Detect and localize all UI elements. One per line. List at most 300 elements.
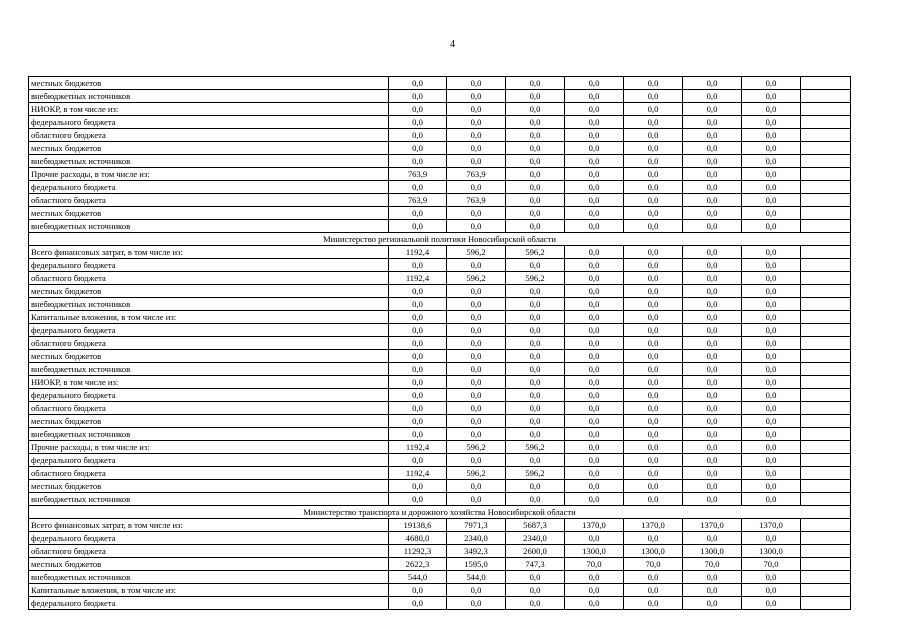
value-cell: 0,0 xyxy=(683,155,742,168)
value-cell: 0,0 xyxy=(447,324,506,337)
value-cell: 0,0 xyxy=(506,77,565,90)
empty-cell xyxy=(801,597,851,610)
value-cell: 0,0 xyxy=(565,311,624,324)
row-label: внебюджетных источников xyxy=(29,428,389,441)
value-cell: 1300,0 xyxy=(683,545,742,558)
value-cell: 0,0 xyxy=(683,415,742,428)
row-label: областного бюджета xyxy=(29,402,389,415)
value-cell: 0,0 xyxy=(389,597,447,610)
value-cell: 0,0 xyxy=(565,116,624,129)
value-cell: 0,0 xyxy=(447,142,506,155)
value-cell: 0,0 xyxy=(683,350,742,363)
value-cell: 0,0 xyxy=(506,220,565,233)
value-cell: 2340,0 xyxy=(447,532,506,545)
value-cell: 0,0 xyxy=(683,402,742,415)
value-cell: 0,0 xyxy=(447,428,506,441)
table-row xyxy=(29,207,851,220)
value-cell: 0,0 xyxy=(506,324,565,337)
value-cell: 0,0 xyxy=(565,259,624,272)
value-cell: 0,0 xyxy=(683,129,742,142)
value-cell: 0,0 xyxy=(624,363,683,376)
value-cell: 0,0 xyxy=(389,155,447,168)
value-cell: 0,0 xyxy=(506,428,565,441)
value-cell: 0,0 xyxy=(447,597,506,610)
value-cell: 0,0 xyxy=(624,376,683,389)
value-cell: 0,0 xyxy=(447,181,506,194)
value-cell: 0,0 xyxy=(624,402,683,415)
value-cell: 0,0 xyxy=(565,298,624,311)
empty-cell xyxy=(801,246,851,259)
value-cell: 4680,0 xyxy=(389,532,447,545)
value-cell: 0,0 xyxy=(742,454,801,467)
value-cell: 0,0 xyxy=(506,129,565,142)
value-cell: 0,0 xyxy=(565,285,624,298)
table-row xyxy=(29,181,851,194)
value-cell: 596,2 xyxy=(506,246,565,259)
row-label: областного бюджета xyxy=(29,337,389,350)
table-row xyxy=(29,571,851,584)
value-cell: 0,0 xyxy=(565,142,624,155)
value-cell: 0,0 xyxy=(742,155,801,168)
empty-cell xyxy=(801,103,851,116)
budget-table xyxy=(28,76,851,610)
value-cell: 1192,4 xyxy=(389,246,447,259)
value-cell: 0,0 xyxy=(624,428,683,441)
empty-cell xyxy=(801,558,851,571)
empty-cell xyxy=(801,571,851,584)
empty-cell xyxy=(801,545,851,558)
value-cell: 0,0 xyxy=(565,467,624,480)
value-cell: 0,0 xyxy=(389,389,447,402)
value-cell: 0,0 xyxy=(624,298,683,311)
value-cell: 596,2 xyxy=(447,246,506,259)
value-cell: 0,0 xyxy=(447,337,506,350)
value-cell: 0,0 xyxy=(624,168,683,181)
value-cell: 0,0 xyxy=(389,220,447,233)
empty-cell xyxy=(801,259,851,272)
value-cell: 0,0 xyxy=(447,402,506,415)
empty-cell xyxy=(801,415,851,428)
value-cell: 0,0 xyxy=(565,454,624,467)
value-cell: 0,0 xyxy=(565,571,624,584)
value-cell: 0,0 xyxy=(389,298,447,311)
value-cell: 0,0 xyxy=(389,363,447,376)
table-row xyxy=(29,103,851,116)
row-label: федерального бюджета xyxy=(29,597,389,610)
value-cell: 0,0 xyxy=(389,350,447,363)
value-cell: 1370,0 xyxy=(624,519,683,532)
row-label: НИОКР, в том числе из: xyxy=(29,376,389,389)
value-cell: 763,9 xyxy=(447,168,506,181)
value-cell: 0,0 xyxy=(389,116,447,129)
value-cell: 0,0 xyxy=(624,480,683,493)
section-title: Министерство транспорта и дорожного хозяйства Новосибирской области xyxy=(29,506,851,519)
value-cell: 0,0 xyxy=(447,584,506,597)
value-cell: 596,2 xyxy=(447,467,506,480)
value-cell: 0,0 xyxy=(683,389,742,402)
value-cell: 0,0 xyxy=(624,415,683,428)
row-label: федерального бюджета xyxy=(29,532,389,545)
table-row xyxy=(29,259,851,272)
value-cell: 0,0 xyxy=(683,467,742,480)
table-row xyxy=(29,311,851,324)
value-cell: 0,0 xyxy=(624,181,683,194)
value-cell: 0,0 xyxy=(565,155,624,168)
value-cell: 0,0 xyxy=(624,597,683,610)
value-cell: 1300,0 xyxy=(742,545,801,558)
row-label: внебюджетных источников xyxy=(29,298,389,311)
empty-cell xyxy=(801,207,851,220)
table-row xyxy=(29,116,851,129)
value-cell: 1370,0 xyxy=(742,519,801,532)
table-row xyxy=(29,376,851,389)
value-cell: 0,0 xyxy=(565,90,624,103)
table-row xyxy=(29,402,851,415)
value-cell: 0,0 xyxy=(742,389,801,402)
empty-cell xyxy=(801,285,851,298)
empty-cell xyxy=(801,311,851,324)
value-cell: 0,0 xyxy=(624,103,683,116)
table-row xyxy=(29,90,851,103)
value-cell: 1300,0 xyxy=(624,545,683,558)
value-cell: 0,0 xyxy=(506,285,565,298)
table-row xyxy=(29,298,851,311)
table-row xyxy=(29,428,851,441)
value-cell: 0,0 xyxy=(389,337,447,350)
empty-cell xyxy=(801,454,851,467)
value-cell: 0,0 xyxy=(565,246,624,259)
row-label: Всего финансовых затрат, в том числе из: xyxy=(29,246,389,259)
value-cell: 0,0 xyxy=(624,116,683,129)
value-cell: 0,0 xyxy=(683,168,742,181)
value-cell: 0,0 xyxy=(683,493,742,506)
empty-cell xyxy=(801,129,851,142)
value-cell: 0,0 xyxy=(683,298,742,311)
value-cell: 0,0 xyxy=(506,168,565,181)
value-cell: 0,0 xyxy=(742,402,801,415)
row-label: федерального бюджета xyxy=(29,116,389,129)
value-cell: 0,0 xyxy=(447,77,506,90)
value-cell: 0,0 xyxy=(565,402,624,415)
table-row xyxy=(29,467,851,480)
value-cell: 0,0 xyxy=(389,90,447,103)
row-label: федерального бюджета xyxy=(29,389,389,402)
value-cell: 0,0 xyxy=(624,142,683,155)
value-cell: 0,0 xyxy=(742,350,801,363)
value-cell: 0,0 xyxy=(624,467,683,480)
value-cell: 0,0 xyxy=(624,454,683,467)
table-row xyxy=(29,558,851,571)
value-cell: 0,0 xyxy=(565,428,624,441)
value-cell: 0,0 xyxy=(506,415,565,428)
value-cell: 0,0 xyxy=(683,311,742,324)
value-cell: 0,0 xyxy=(565,103,624,116)
value-cell: 0,0 xyxy=(565,350,624,363)
value-cell: 0,0 xyxy=(683,77,742,90)
value-cell: 5687,3 xyxy=(506,519,565,532)
section-header-row xyxy=(29,233,851,246)
value-cell: 0,0 xyxy=(565,376,624,389)
row-label: областного бюджета xyxy=(29,272,389,285)
value-cell: 0,0 xyxy=(447,415,506,428)
value-cell: 0,0 xyxy=(506,480,565,493)
value-cell: 0,0 xyxy=(683,324,742,337)
value-cell: 763,9 xyxy=(389,168,447,181)
table-row xyxy=(29,519,851,532)
value-cell: 0,0 xyxy=(683,363,742,376)
section-title: Министерство региональной политики Новосибирской области xyxy=(29,233,851,246)
value-cell: 0,0 xyxy=(389,142,447,155)
value-cell: 0,0 xyxy=(742,337,801,350)
row-label: областного бюджета xyxy=(29,545,389,558)
value-cell: 0,0 xyxy=(506,155,565,168)
value-cell: 0,0 xyxy=(389,454,447,467)
value-cell: 0,0 xyxy=(683,259,742,272)
value-cell: 0,0 xyxy=(506,337,565,350)
value-cell: 0,0 xyxy=(742,220,801,233)
table-row xyxy=(29,363,851,376)
empty-cell xyxy=(801,402,851,415)
value-cell: 0,0 xyxy=(447,389,506,402)
value-cell: 0,0 xyxy=(624,441,683,454)
value-cell: 70,0 xyxy=(624,558,683,571)
value-cell: 0,0 xyxy=(565,220,624,233)
value-cell: 0,0 xyxy=(389,376,447,389)
table-row xyxy=(29,246,851,259)
value-cell: 3492,3 xyxy=(447,545,506,558)
value-cell: 747,3 xyxy=(506,558,565,571)
empty-cell xyxy=(801,428,851,441)
empty-cell xyxy=(801,363,851,376)
value-cell: 0,0 xyxy=(506,181,565,194)
empty-cell xyxy=(801,467,851,480)
value-cell: 1595,0 xyxy=(447,558,506,571)
empty-cell xyxy=(801,181,851,194)
value-cell: 0,0 xyxy=(683,480,742,493)
row-label: местных бюджетов xyxy=(29,415,389,428)
value-cell: 0,0 xyxy=(742,311,801,324)
value-cell: 596,2 xyxy=(506,441,565,454)
value-cell: 0,0 xyxy=(389,324,447,337)
table-row xyxy=(29,389,851,402)
value-cell: 0,0 xyxy=(624,532,683,545)
table-row xyxy=(29,584,851,597)
value-cell: 0,0 xyxy=(624,246,683,259)
value-cell: 0,0 xyxy=(742,324,801,337)
value-cell: 0,0 xyxy=(742,571,801,584)
value-cell: 0,0 xyxy=(389,480,447,493)
value-cell: 0,0 xyxy=(742,116,801,129)
table-row xyxy=(29,493,851,506)
empty-cell xyxy=(801,194,851,207)
value-cell: 0,0 xyxy=(447,298,506,311)
value-cell: 0,0 xyxy=(683,428,742,441)
value-cell: 0,0 xyxy=(389,493,447,506)
value-cell: 0,0 xyxy=(506,116,565,129)
value-cell: 0,0 xyxy=(742,272,801,285)
value-cell: 0,0 xyxy=(624,155,683,168)
value-cell: 0,0 xyxy=(683,337,742,350)
value-cell: 0,0 xyxy=(389,181,447,194)
table-row xyxy=(29,337,851,350)
table-row xyxy=(29,454,851,467)
value-cell: 0,0 xyxy=(683,90,742,103)
value-cell: 0,0 xyxy=(565,597,624,610)
table-row xyxy=(29,285,851,298)
table-row xyxy=(29,194,851,207)
value-cell: 0,0 xyxy=(447,350,506,363)
value-cell: 0,0 xyxy=(447,90,506,103)
value-cell: 0,0 xyxy=(683,532,742,545)
row-label: внебюджетных источников xyxy=(29,155,389,168)
value-cell: 0,0 xyxy=(565,77,624,90)
value-cell: 0,0 xyxy=(742,480,801,493)
value-cell: 0,0 xyxy=(389,103,447,116)
value-cell: 0,0 xyxy=(624,389,683,402)
empty-cell xyxy=(801,116,851,129)
value-cell: 0,0 xyxy=(506,363,565,376)
row-label: местных бюджетов xyxy=(29,207,389,220)
empty-cell xyxy=(801,324,851,337)
value-cell: 0,0 xyxy=(742,77,801,90)
value-cell: 0,0 xyxy=(742,441,801,454)
value-cell: 70,0 xyxy=(565,558,624,571)
value-cell: 0,0 xyxy=(683,376,742,389)
value-cell: 0,0 xyxy=(683,220,742,233)
value-cell: 0,0 xyxy=(565,480,624,493)
value-cell: 0,0 xyxy=(565,532,624,545)
value-cell: 0,0 xyxy=(389,129,447,142)
value-cell: 0,0 xyxy=(506,194,565,207)
row-label: внебюджетных источников xyxy=(29,220,389,233)
empty-cell xyxy=(801,220,851,233)
row-label: областного бюджета xyxy=(29,467,389,480)
value-cell: 0,0 xyxy=(624,350,683,363)
empty-cell xyxy=(801,298,851,311)
value-cell: 0,0 xyxy=(624,207,683,220)
table-row xyxy=(29,155,851,168)
value-cell: 0,0 xyxy=(683,454,742,467)
row-label: внебюджетных источников xyxy=(29,493,389,506)
value-cell: 0,0 xyxy=(742,363,801,376)
empty-cell xyxy=(801,272,851,285)
value-cell: 0,0 xyxy=(565,194,624,207)
row-label: областного бюджета xyxy=(29,194,389,207)
value-cell: 0,0 xyxy=(389,311,447,324)
row-label: внебюджетных источников xyxy=(29,90,389,103)
value-cell: 0,0 xyxy=(506,402,565,415)
value-cell: 19138,6 xyxy=(389,519,447,532)
value-cell: 0,0 xyxy=(565,168,624,181)
value-cell: 0,0 xyxy=(742,246,801,259)
value-cell: 596,2 xyxy=(447,272,506,285)
value-cell: 596,2 xyxy=(506,272,565,285)
value-cell: 0,0 xyxy=(624,311,683,324)
value-cell: 0,0 xyxy=(624,259,683,272)
table-row xyxy=(29,597,851,610)
row-label: местных бюджетов xyxy=(29,350,389,363)
row-label: Прочие расходы, в том числе из: xyxy=(29,441,389,454)
value-cell: 0,0 xyxy=(742,376,801,389)
row-label: местных бюджетов xyxy=(29,77,389,90)
empty-cell xyxy=(801,532,851,545)
table-row xyxy=(29,129,851,142)
value-cell: 1192,4 xyxy=(389,467,447,480)
empty-cell xyxy=(801,441,851,454)
value-cell: 0,0 xyxy=(624,324,683,337)
table-row xyxy=(29,168,851,181)
value-cell: 0,0 xyxy=(683,103,742,116)
row-label: внебюджетных источников xyxy=(29,363,389,376)
table-row xyxy=(29,545,851,558)
row-label: внебюджетных источников xyxy=(29,571,389,584)
row-label: НИОКР, в том числе из: xyxy=(29,103,389,116)
value-cell: 0,0 xyxy=(506,90,565,103)
empty-cell xyxy=(801,519,851,532)
value-cell: 7971,3 xyxy=(447,519,506,532)
value-cell: 0,0 xyxy=(624,220,683,233)
table-row xyxy=(29,532,851,545)
value-cell: 0,0 xyxy=(447,285,506,298)
table-row xyxy=(29,415,851,428)
value-cell: 0,0 xyxy=(389,207,447,220)
value-cell: 0,0 xyxy=(683,285,742,298)
empty-cell xyxy=(801,337,851,350)
value-cell: 544,0 xyxy=(447,571,506,584)
empty-cell xyxy=(801,155,851,168)
value-cell: 0,0 xyxy=(447,454,506,467)
value-cell: 0,0 xyxy=(742,194,801,207)
empty-cell xyxy=(801,168,851,181)
value-cell: 0,0 xyxy=(506,350,565,363)
value-cell: 0,0 xyxy=(683,584,742,597)
value-cell: 0,0 xyxy=(565,207,624,220)
empty-cell xyxy=(801,142,851,155)
value-cell: 0,0 xyxy=(624,493,683,506)
row-label: местных бюджетов xyxy=(29,480,389,493)
value-cell: 0,0 xyxy=(624,584,683,597)
row-label: Всего финансовых затрат, в том числе из: xyxy=(29,519,389,532)
value-cell: 0,0 xyxy=(742,467,801,480)
value-cell: 763,9 xyxy=(447,194,506,207)
value-cell: 0,0 xyxy=(565,181,624,194)
value-cell: 0,0 xyxy=(683,441,742,454)
table-row xyxy=(29,350,851,363)
value-cell: 0,0 xyxy=(565,363,624,376)
value-cell: 0,0 xyxy=(565,272,624,285)
value-cell: 0,0 xyxy=(447,129,506,142)
value-cell: 0,0 xyxy=(506,376,565,389)
value-cell: 0,0 xyxy=(389,285,447,298)
row-label: местных бюджетов xyxy=(29,142,389,155)
value-cell: 0,0 xyxy=(565,324,624,337)
value-cell: 0,0 xyxy=(389,415,447,428)
value-cell: 0,0 xyxy=(624,194,683,207)
value-cell: 0,0 xyxy=(624,90,683,103)
value-cell: 1192,4 xyxy=(389,272,447,285)
value-cell: 0,0 xyxy=(683,272,742,285)
value-cell: 0,0 xyxy=(389,428,447,441)
value-cell: 0,0 xyxy=(742,259,801,272)
value-cell: 2622,3 xyxy=(389,558,447,571)
value-cell: 1370,0 xyxy=(565,519,624,532)
row-label: областного бюджета xyxy=(29,129,389,142)
table-row xyxy=(29,441,851,454)
value-cell: 2600,0 xyxy=(506,545,565,558)
value-cell: 0,0 xyxy=(742,428,801,441)
row-label: местных бюджетов xyxy=(29,285,389,298)
value-cell: 0,0 xyxy=(506,311,565,324)
